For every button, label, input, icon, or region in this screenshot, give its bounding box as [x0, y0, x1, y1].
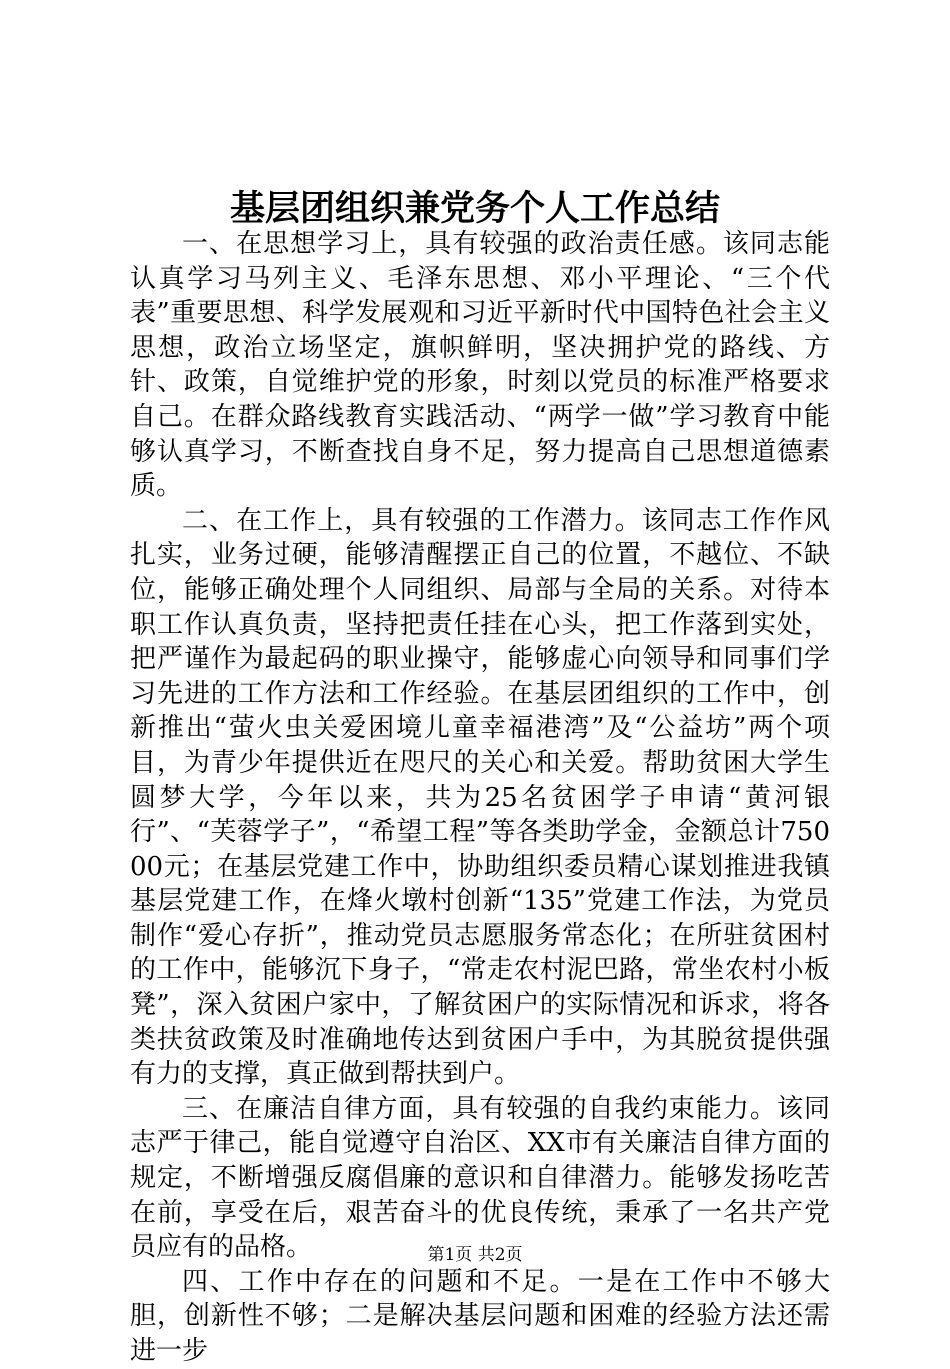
paragraph-work: 二、在工作上，具有较强的工作潜力。该同志工作作风扎实，业务过硬，能够清醒摆正自己的位置，不越位、不缺位，能够正确处理个人同组织、局部与全局的关系。对待本职工作认真负责，坚持把责任挂在心头，把工作落到实处，把严谨作为最起码的职业操守，能够虚心向领导和同事们学习先进的工作方法和工作经验。在基层团组织的工作中，创新推出“萤火虫关爱困境儿童幸福港湾”及“公益坊”两个项目，为青少年提供近在咫尺的关心和关爱。帮助贫困大学生圆梦大学，今年以来，共为25名贫困学子申请“黄河银行”、“芙蓉学子”，“希望工程”等各类助学金，金额总计75000元；在基层党建工作中，协助组织委员精心谋划推进我镇基层党建工作，在烽火墩村创新“135”党建工作法，为党员制作“爱心存折”，推动党员志愿服务常态化；在所驻贫困村的工作中，能够沉下身子，“常走农村泥巴路，常坐农村小板凳”，深入贫困户家中，了解贫困户的实际情况和诉求，将各类扶贫政策及时准确地传达到贫困户手中，为其脱贫提供强有力的支撑，真正做到帮扶到户。: [130, 505, 830, 1090]
paragraph-integrity: 三、在廉洁自律方面，具有较强的自我约束能力。该同志严于律己，能自觉遵守自治区、XX市有关廉洁自律方面的规定，不断增强反腐倡廉的意识和自律潜力。能够发扬吃苦在前，享受在后，艰苦奋斗的优良传统，秉承了一名共产党员应有的品格。: [130, 1093, 830, 1263]
paragraph-problems: 四、工作中存在的问题和不足。一是在工作中不够大胆，创新性不够；二是解决基层问题和困难的经验方法还需进一步: [130, 1266, 830, 1366]
document-body: [130, 227, 830, 1369]
page-number-footer: 第1页 共2页: [427, 1245, 523, 1265]
document-title: 基层团组织兼党务个人工作总结: [229, 188, 720, 229]
paragraph-thought-study: 一、在思想学习上，具有较强的政治责任感。该同志能认真学习马列主义、毛泽东思想、邓小平理论、“三个代表”重要思想、科学发展观和习近平新时代中国特色社会主义思想，政治立场坚定，旗帜鲜明，坚决拥护党的路线、方针、政策，自觉维护党的形象，时刻以党员的标准严格要求自己。在群众路线教育实践活动、“两学一做”学习教育中能够认真学习，不断查找自身不足，努力提高自己思想道德素质。: [130, 229, 830, 502]
